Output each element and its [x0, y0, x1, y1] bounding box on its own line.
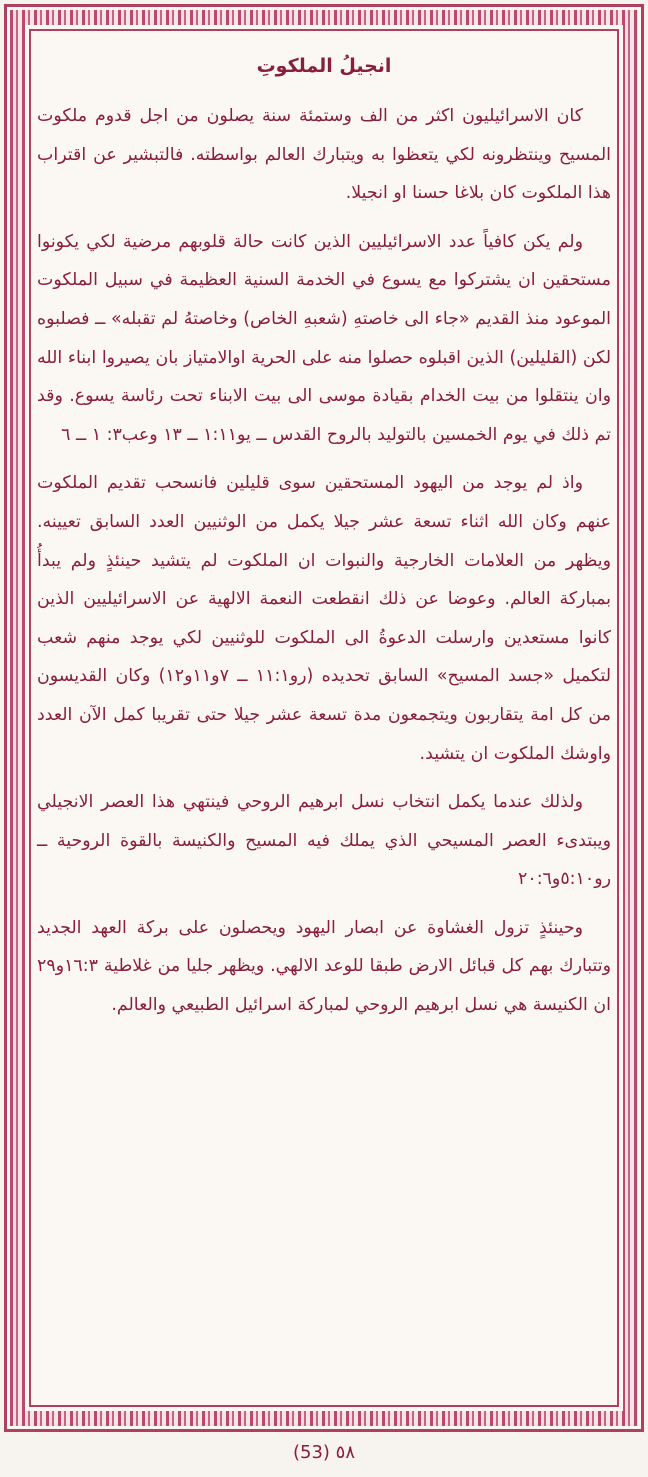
- page-number: (53) ٥٨: [292, 1442, 355, 1463]
- paragraph-4: ولذلك عندما يكمل انتخاب نسل ابرهيم الروحي فينتهي هذا العصر الانجيلي ويبتدىء العصر المسيحي الذي يملك فيه المسيح والكنيسة بالقوة الروحية ــ رو٥:١٠و٢٠:٦: [37, 792, 611, 890]
- paragraph-5: وحينئذٍ تزول الغشاوة عن ابصار اليهود ويحصلون على بركة العهد الجديد وتتبارك بهم كل قبائل الارض طبقا للوعد الالهي. ويظهر جليا من غلاطية ١٦:٣و٢٩ ان الكنيسة هي نسل ابرهيم الروحي لمباركة اسرائيل الطبيعي والعالم.: [37, 917, 611, 1016]
- paragraph-3: واذ لم يوجد من اليهود المستحقين سوى قليلين فانسحب تقديم الملكوت عنهم وكان الله اثناء تسعة عشر جيلا يكمل من الوثنيين العدد السابق تعيينه. ويظهر من العلامات الخارجية والنبوات ان الملكوت لم يتشيد حينئذٍ ولم يبدأُ بمباركة العالم. وعوضا عن ذلك انقطعت النعمة الالهية عن الاسرائيليين الذين كانوا مستعدين وارسلت الدعوةُ الى الملكوت للوثنيين لكي يوجد منهم شعب لتكميل «جسد المسيح» السابق تحديده (رو١١:١ ــ ٧و١١و١٢) وكان القديسون من كل امة يتقاربون ويتجمعون مدة تسعة عشر جيلا حتى تقريبا كمل الآن العدد واوشك الملكوت ان يتشيد.: [37, 473, 611, 764]
- page-frame: [4, 4, 644, 1432]
- paragraph-2: ولم يكن كافياً عدد الاسرائيليين الذين كانت حالة قلوبهم مرضية لكي يكونوا مستحقين ان يشتركوا مع يسوع في الخدمة السنية العظيمة في سبيل الملكوت الموعود منذ القديم «جاء الى خاصتهِ (شعبهِ الخاص) وخاصتهُ لم تقبله» ــ فصلبوه لكن (القليلين) الذين اقبلوه حصلوا منه على الحرية اوالامتياز بان يصيروا ابناء الله وان ينتقلوا من بيت الخدام بقيادة موسى الى بيت الابناء تحت رئاسة يسوع. وقد تم ذلك في يوم الخمسين بالتوليد بالروح القدس ــ يو١:١١ ــ ١٣ وعب٣: ١ ــ ٦: [37, 231, 611, 445]
- page-title: انجيلُ الملكوتِ: [256, 55, 392, 77]
- paragraph-1: كان الاسرائيليون اكثر من الف وستمئة سنة يصلون من اجل قدوم ملكوت المسيح وينتظرونه لكي يتعظوا به ويتبارك العالم بواسطته. فالتبشير عن اقتراب هذا الملكوت كان بلاغا حسنا او انجيلا.: [37, 106, 611, 204]
- page-content: [37, 35, 611, 1407]
